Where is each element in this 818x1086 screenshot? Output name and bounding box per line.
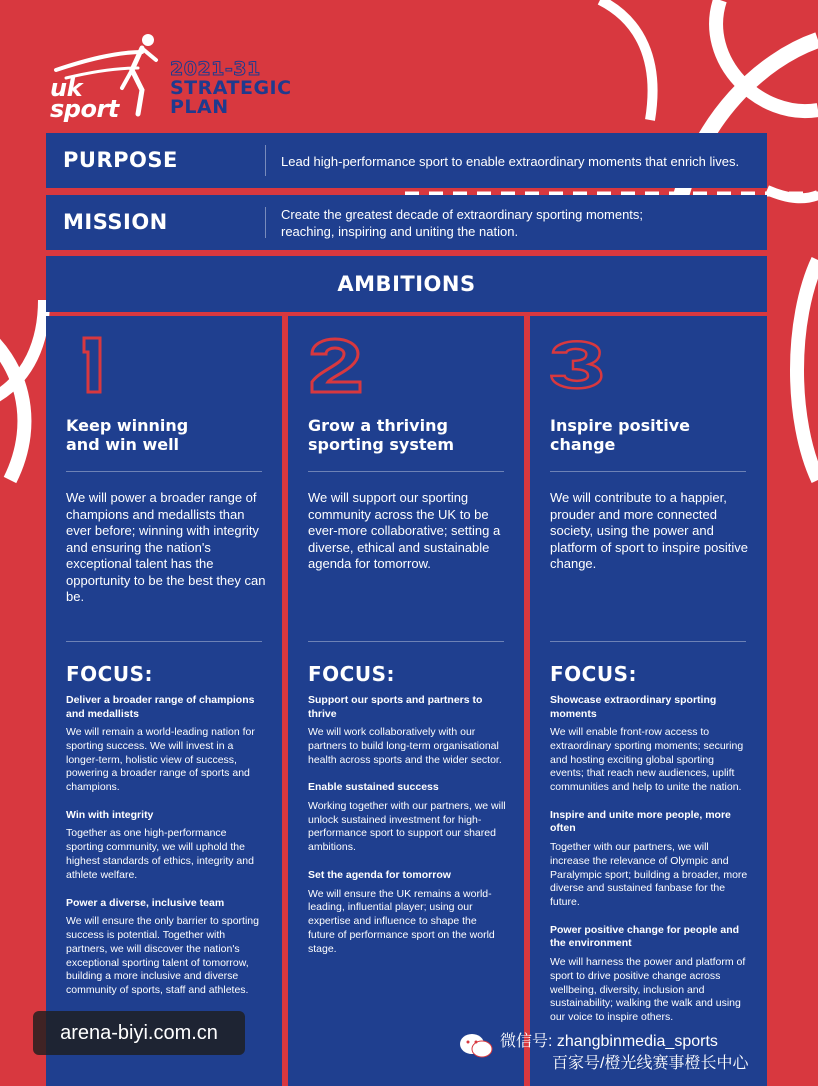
focus-item: Support our sports and partners to thrive We will work collaboratively with our partners to build long-term organisational health across sports and the wider sector. [308,694,502,766]
uk-sport-logo-text: uk sport [50,74,119,123]
purpose-text: Lead high-performance sport to enable extraordinary moments that enrich lives. [281,154,740,169]
ambition-column-1 [46,316,282,1086]
purpose-band [46,133,767,188]
focus-item: Win with integrity Together as one high-performance sporting community, we will uphold the highest standards of ethics, integrity and athlete welfare. [66,808,254,881]
ambition-title: Keep winning and win well [66,416,189,454]
ambitions-heading: AMBITIONS [46,256,767,312]
focus-items [308,694,506,971]
ambition-column-2 [288,316,524,1086]
focus-item: Deliver a broader range of champions and medallists We will remain a world-leading nation for sporting success. We will invest in a longer-term, holistic view of success, powering a broader range of sports and champions. [66,694,255,794]
focus-items [66,694,264,1012]
site-watermark: arena-biyi.com.cn [33,1011,245,1055]
divider [66,641,262,642]
divider [265,207,266,238]
strategic-plan-title: 2021-31 STRATEGIC PLAN [170,58,292,118]
focus-heading: FOCUS: [308,662,395,686]
mission-label: MISSION [63,210,168,234]
divider [550,641,746,642]
divider [265,145,266,176]
divider [550,471,746,472]
ambition-intro: We will power a broader range of champions and medallists than ever before; winning with integrity and ensuring the nation's exceptional talent has the opportunity to be the best they can be. [66,490,266,604]
focus-item: Power a diverse, inclusive team We will ensure the only barrier to sporting success is potential. Together with partners, we will discover the nation's exceptional sporting talent of tomorrow, building a more inclusive and diverse community of sports, staff and athletes. [66,896,259,997]
wechat-watermark: 微信号: zhangbinmedia_sports 百家号/橙光线赛事橙长中心 [458,1030,798,1080]
ambition-title: Grow a thriving sporting system [308,416,455,454]
mission-text: Create the greatest decade of extraordinary sporting moments; reaching, inspiring and uniting the nation. [281,207,644,239]
number-1-outline [64,330,124,400]
focus-item: Power positive change for people and the environment We will harness the power and platform of sport to drive positive change across wellbeing, diversity, inclusion and sustainability; walking the walk and using our voice to inspire others. [550,923,746,1024]
wechat-icon [458,1032,494,1060]
focus-item: Showcase extraordinary sporting moments We will enable front-row access to extraordinary sporting moments; securing and hosting exciting global sporting events; that reach new audiences, uplift communities and help to unite the nation. [550,694,744,794]
focus-item: Set the agenda for tomorrow We will ensure the UK remains a world-leading, influential player; using our expertise and influence to shape the future of performance sport on the world stage. [308,869,495,955]
ambition-intro: We will contribute to a happier, prouder and more connected society, using the power and platform of sport to inspire positive change. [550,490,748,571]
ambition-column-3 [530,316,767,1086]
focus-heading: FOCUS: [550,662,637,686]
focus-heading: FOCUS: [66,662,153,686]
divider [66,471,262,472]
ambition-intro: We will support our sporting community across the UK to be ever-more collaborative; setting a diverse, ethical and sustainable agenda for tomorrow. [308,490,501,571]
ambition-title: Inspire positive change [550,416,690,454]
number-2-outline [306,330,366,400]
focus-item: Inspire and unite more people, more often Together with our partners, we will increase the relevance of Olympic and Paralympic sport; building a broader, more diverse and sustained fanbase for the future. [550,808,748,909]
purpose-label: PURPOSE [63,148,178,172]
focus-items [550,694,748,1039]
mission-band [46,195,767,250]
divider [308,471,504,472]
divider [308,641,504,642]
number-3-outline [548,330,608,400]
focus-item: Enable sustained success Working together with our partners, we will unlock sustained investment for high-performance sport to support our shared ambitions. [308,781,506,854]
